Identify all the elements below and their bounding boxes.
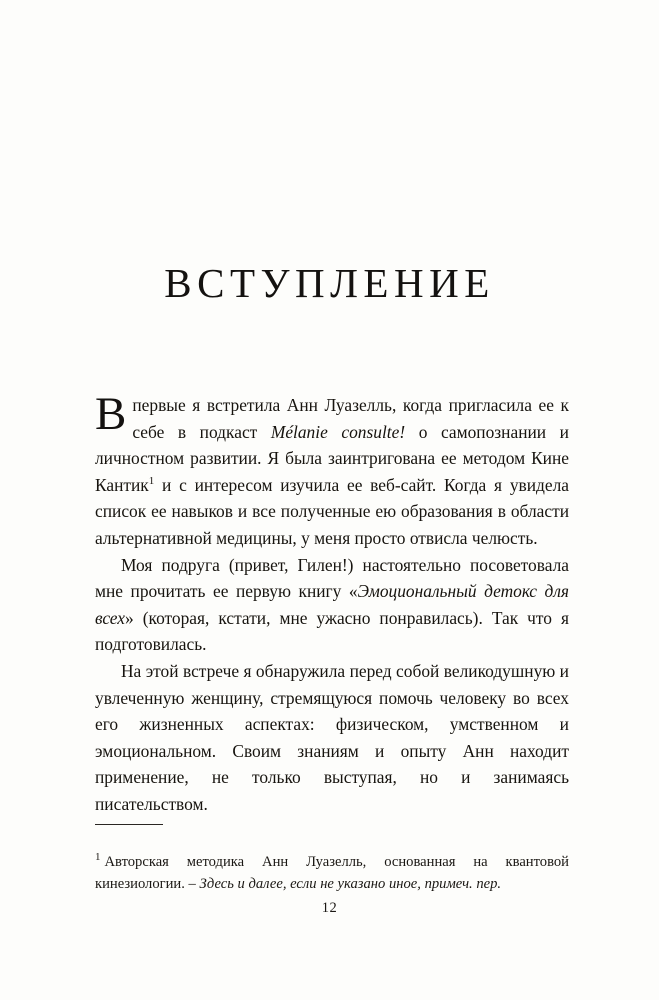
paragraph-1-mid: о самопознании и личностном развитии. Я была заинтригована ее методом Кине Кантик (95, 421, 569, 495)
drop-cap: В (95, 388, 127, 440)
page-title: ВСТУПЛЕНИЕ (164, 260, 495, 307)
paragraph-2-lead: Моя подруга (привет, Гилен!) настоятельно посоветовала мне прочитать ее первую книгу « (95, 554, 569, 602)
paragraph-2-italic: Эмоциональный детокс для всех (95, 581, 570, 628)
footnote-lead: Авторская методика Анн Луазелль, основанная на квантовой кинезиологии. – (95, 853, 569, 892)
paragraph-1-tail: и с интересом изучила ее веб-сайт. Когда я увидела список ее навыков и все полученные ею образования в области альтернативной медицины, у меня просто отвисла челюсть. (95, 474, 569, 548)
footnote-reference-1[interactable]: 1 (148, 474, 155, 487)
paragraph-1-italic: Mélanie consulte! (270, 421, 406, 442)
body-text (95, 388, 570, 818)
page-number: 12 (321, 900, 338, 916)
paragraph-1 (95, 388, 569, 552)
paragraph-3-lead: На этой встрече я обнаружила перед собой великодушную и увлеченную женщину, стремящуюся помочь человеку во всех его жизненных аспектах: физическом, умственном и эмоциональном. Своим знаниям и опыту Анн находит применение, не только выступая, но и занимаясь писательством. (95, 660, 569, 814)
footnote-divider (95, 824, 163, 825)
footnote-italic: Здесь и далее, если не указано иное, примеч. пер. (199, 875, 502, 892)
paragraph-2-tail: » (которая, кстати, мне ужасно понравилась). Так что я подготовилась. (95, 607, 569, 655)
footnote-marker: 1 (95, 850, 101, 863)
footnote-text (95, 851, 569, 895)
paragraph-1-lead: первые я встретила Анн Луазелль, когда пригласила ее к себе в подкаст (132, 395, 569, 442)
paragraph-3 (95, 658, 569, 818)
paragraph-2 (95, 552, 569, 658)
